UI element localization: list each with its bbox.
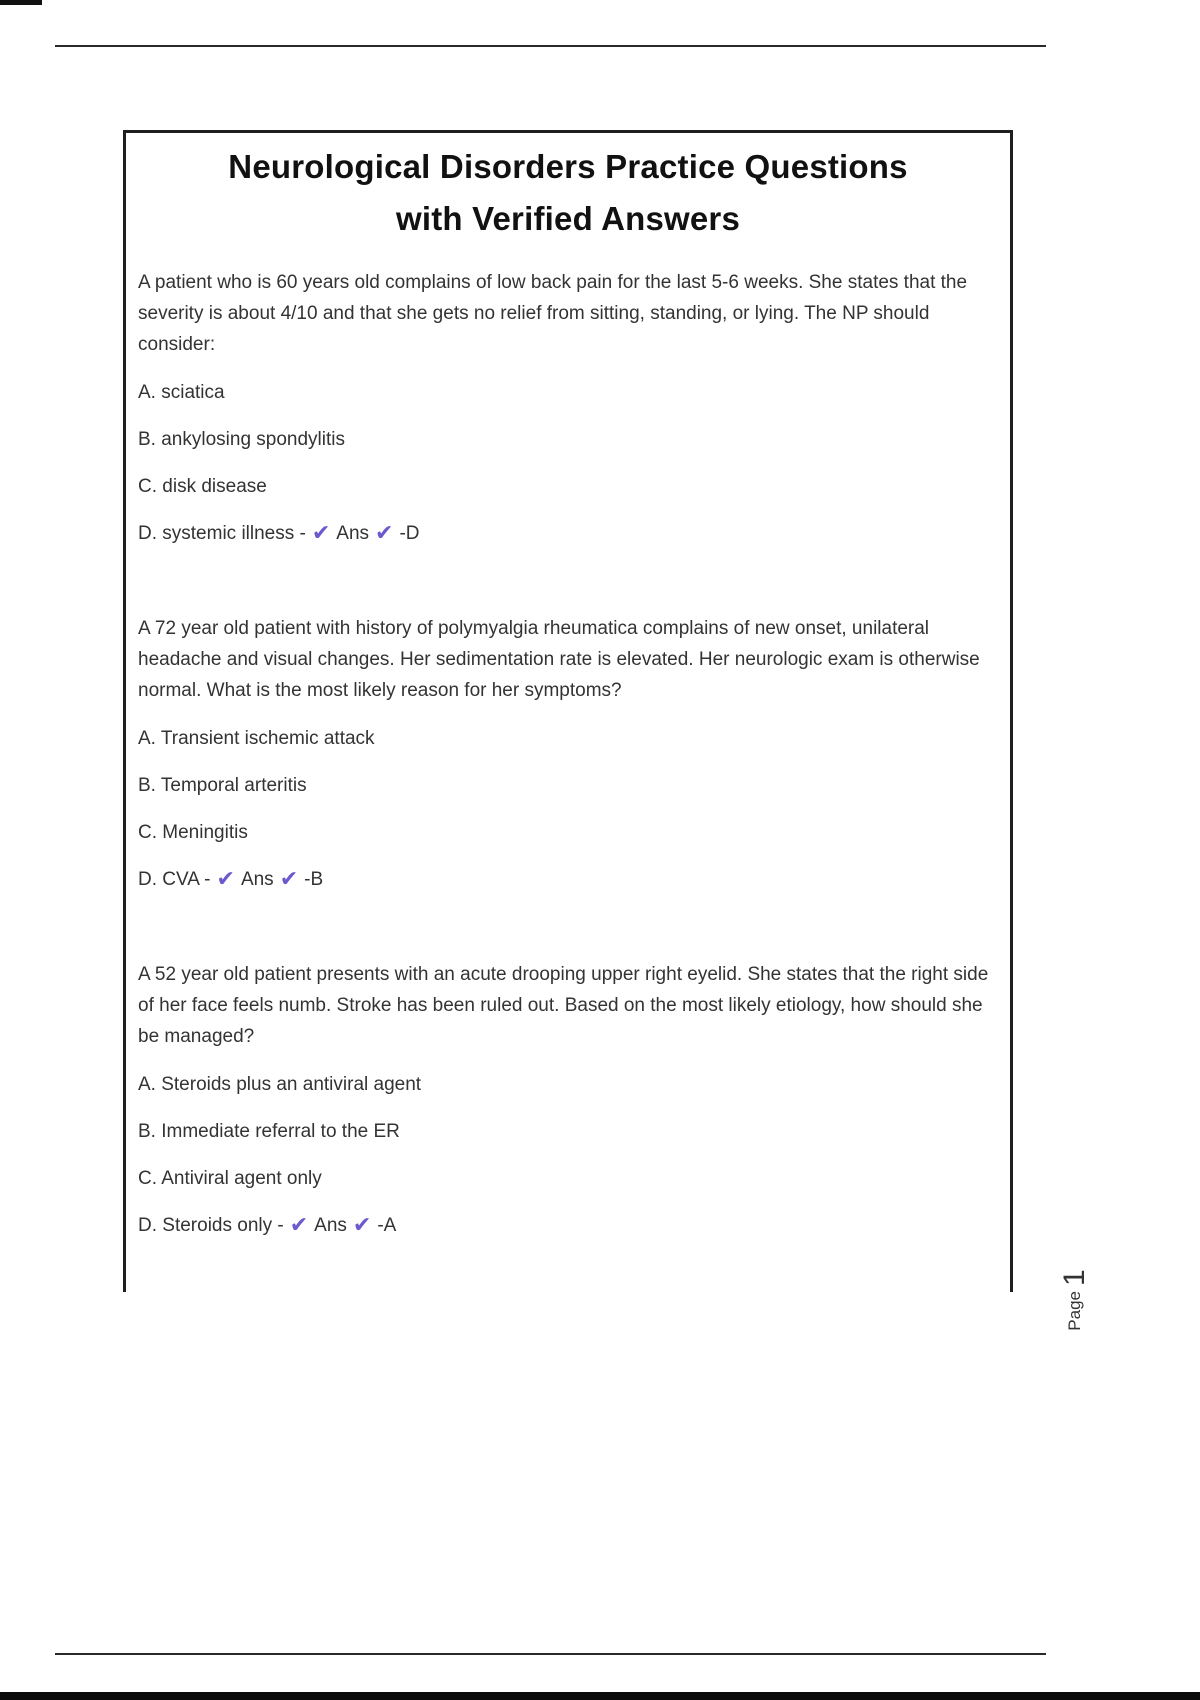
top-left-scan-artifact [0,0,42,5]
page-title-line2: with Verified Answers [395,200,741,237]
bottom-edge-bar [0,1692,1200,1700]
bottom-rule [55,1653,1046,1655]
check-icon: ✔ [311,521,331,546]
content-frame [123,130,1013,1292]
ans-label: Ans [336,523,370,544]
check-icon: ✔ [216,867,235,892]
option-line: A. sciatica [138,382,225,403]
answer-option-text: D. systemic illness - [138,523,306,544]
question-block [138,267,998,549]
check-icon: ✔ [289,1213,309,1238]
answer-line [138,519,998,549]
page-title-line1: Neurological Disorders Practice Questions [228,148,908,185]
option-line: A. Transient ischemic attack [138,728,375,749]
page-marker [1058,1245,1092,1355]
answer-line [138,865,998,895]
option-line: A. Steroids plus an antiviral agent [138,1074,422,1095]
answer-option-text: D. CVA - [138,869,211,890]
option-line: B. Temporal arteritis [138,775,307,796]
question-stem: A 52 year old patient presents with an acute drooping upper right eyelid. She states that the right side of her face feels numb. Stroke has been ruled out. Based on the most likely etiology, how should she be managed? [138,964,989,1047]
top-rule [55,45,1046,47]
check-icon: ✔ [375,521,394,546]
answer-letter: -B [304,869,324,890]
answer-option-text: D. Steroids only - [138,1215,284,1236]
option-line: B. Immediate referral to the ER [138,1121,400,1142]
question-block [138,613,998,895]
page-label: Page [1065,1291,1084,1331]
option-line: B. ankylosing spondylitis [138,429,345,450]
answer-letter: -A [377,1215,397,1236]
option-line: C. Antiviral agent only [138,1168,322,1189]
ans-label: Ans [314,1215,347,1236]
option-line: C. disk disease [138,476,267,497]
check-icon: ✔ [352,1213,372,1238]
question-stem: A 72 year old patient with history of polymyalgia rheumatica complains of new onset, unilateral headache and visual changes. Her sedimentation rate is elevated. Her neurologic exam is otherwise normal. What is the most likely reason for her symptoms? [138,618,980,701]
ans-label: Ans [240,869,274,890]
question-block [138,959,998,1241]
option-line: C. Meningitis [138,822,248,843]
question-stem: A patient who is 60 years old complains of low back pain for the last 5-6 weeks. She states that the severity is about 4/10 and that she gets no relief from sitting, standing, or lying. The NP should consider: [138,272,968,355]
page-title [138,141,998,245]
page-number: 1 [1058,1269,1091,1286]
check-icon: ✔ [279,867,299,892]
answer-letter: -D [399,523,420,544]
answer-line [138,1211,998,1241]
